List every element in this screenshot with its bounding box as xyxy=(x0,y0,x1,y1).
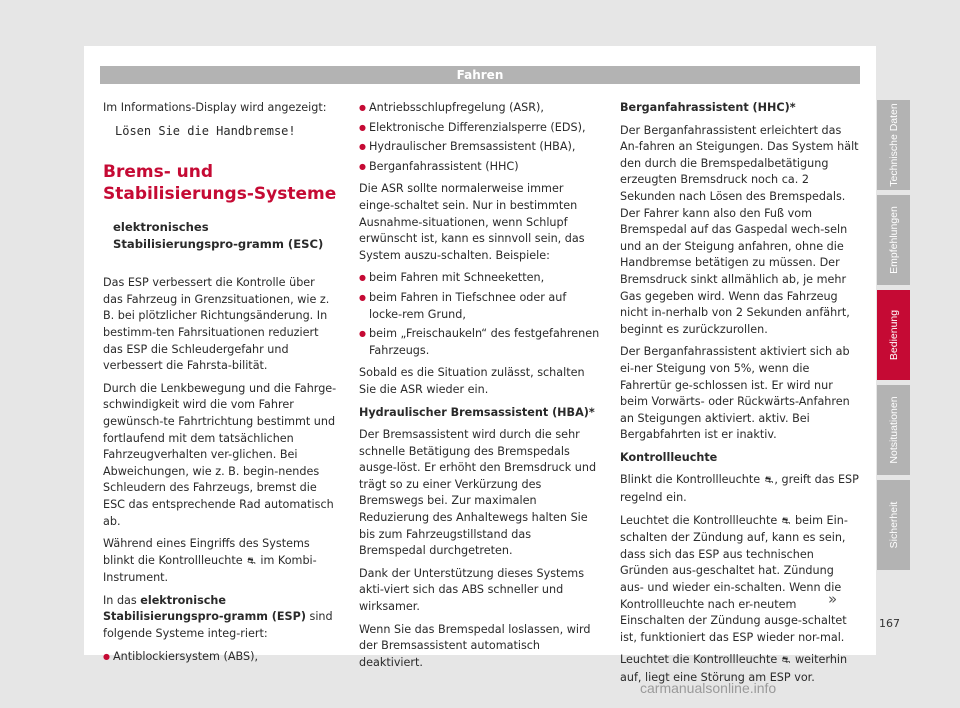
esp-warning-lamp-icon: ⛐ xyxy=(247,555,256,567)
esp-warning-lamp-icon: ⛐ xyxy=(781,515,791,527)
list-item: ● beim Fahren in Tiefschnee oder auf locke-rem Grund, xyxy=(359,290,601,323)
bullet-list xyxy=(359,100,601,175)
paragraph: Während eines Eingriffs des Systems blinkt die Kontrollleuchte ⛐ im Kombi-Instrument. xyxy=(103,537,317,585)
intro-text: Im Informations-Display wird angezeigt: xyxy=(103,101,327,114)
paragraph: Blinkt die Kontrollleuchte ⛐, greift das ESP regelnd ein. xyxy=(620,473,859,505)
tab-technische-daten[interactable]: Technische Daten xyxy=(877,100,910,190)
continue-arrow-icon: » xyxy=(828,590,838,608)
tab-bedienung[interactable]: Bedienung xyxy=(877,290,910,380)
paragraph: Leuchtet die Kontrollleuchte ⛐ beim Ein-schalten der Zündung auf, kann es sein, dass sich das ESP aus technischen Gründen aus-geschaltet hat. Zündung aus- und wieder ein-schalten. Wenn die Kontrollleuchte nach er-neutem Einschalten der Zündung ausge-schaltet ist, funktioniert das ESP wieder nor-mal. xyxy=(620,513,848,644)
esp-warning-lamp-icon: ⛐ xyxy=(764,475,774,487)
esp-warning-lamp-icon: ⛐ xyxy=(781,655,791,667)
list-item: ● Antriebsschlupfregelung (ASR), xyxy=(359,100,601,117)
paragraph: Durch die Lenkbewegung und die Fahrge-schwindigkeit wird die vom Fahrer gewünsch-te Fahrtrichtung bestimmt und fortlaufend mit dem tatsächlichen Fahrzeugverhalten ver-glichen. Bei Abweichungen, wie z. B. begin-nendes Schleudern des Fahrzeugs, bremst die ESC das entsprechende Rad automatisch ab. xyxy=(103,381,337,528)
paragraph: Das ESP verbessert die Kontrolle über das Fahrzeug in Grenzsituationen, wie z. B. bei plötzlicher Richtungsänderung. In bestimm-ten Fahrsituationen reduziert das ESP die Schleudergefahr und verbessert die Fahrsta-bilität. xyxy=(103,276,330,373)
section-header: Fahren xyxy=(100,66,860,84)
section-heading: Brems- und Stabilisierungs-Systeme xyxy=(103,162,337,205)
column-2 xyxy=(359,100,601,677)
paragraph: Der Berganfahrassistent erleichtert das An-fahren an Steigungen. Das System hält den durch die Bremspedalbetätigung erzeugten Bremsdruck noch ca. 2 Sekunden nach Lösen des Bremspedals. Der Fahrer kann also den Fuß vom Bremspedal auf das Gaspedal wech-seln und an der Steigung anfahren, ohne die Handbremse betätigen zu müssen. Der Bremsdruck sinkt allmählich ab, je mehr Gas gegeben wird. Wenn das Fahrzeug nicht in-nerhalb von 2 Sekunden anfährt, beginnt es zurückzurollen. xyxy=(620,123,859,336)
list-item: ● Hydraulischer Bremsassistent (HBA), xyxy=(359,139,601,156)
subsection-heading: elektronisches Stabilisierungspro-gramm (ESC) xyxy=(113,220,324,252)
paragraph: Dank der Unterstützung dieses Systems akti-viert sich das ABS schneller und wirksamer. xyxy=(359,566,585,614)
tab-notsituationen[interactable]: Notsituationen xyxy=(877,385,910,475)
paragraph: Wenn Sie das Bremspedal loslassen, wird der Bremsassistent automatisch deaktiviert. xyxy=(359,622,591,669)
paragraph: Der Berganfahrassistent aktiviert sich ab ei-ner Steigung von 5%, wenn die Fahrertür ge-schlossen ist. Er wird nur beim Vorwärts- oder Rückwärts-Anfahren an Steigungen aktiviert. aktiv. Bei Bergabfahrten ist er inaktiv. xyxy=(620,345,850,442)
tab-empfehlungen[interactable]: Empfehlungen xyxy=(877,195,910,285)
paragraph: Sobald es die Situation zulässt, schalten Sie die ASR wieder ein. xyxy=(359,366,585,396)
tab-sicherheit[interactable]: Sicherheit xyxy=(877,480,910,570)
paragraph: Die ASR sollte normalerweise immer einge-schaltet sein. Nur in bestimmten Ausnahme-situationen, wenn Schlupf erwünscht ist, kann es sinnvoll sein, das System auszu-schalten. Beispiele: xyxy=(359,182,585,262)
chapter-tabs xyxy=(877,100,910,575)
subheading: Berganfahrassistent (HHC)* xyxy=(620,101,796,114)
paragraph: Der Bremsassistent wird durch die sehr schnelle Betätigung des Bremspedals ausge-löst. Er erhöht den Bremsdruck und trägt so zu einer Verkürzung des Bremswegs bei. Zur maximalen Reduzierung des Anhaltewegs halten Sie bis zum Fahrzeugstillstand das Bremspedal durchgetreten. xyxy=(359,428,597,558)
list-item: ● beim „Freischaukeln“ des festgefahrenen Fahrzeugs. xyxy=(359,326,601,359)
list-item: ● Antiblockiersystem (ABS), xyxy=(103,649,337,666)
column-3 xyxy=(620,100,860,693)
bullet-list xyxy=(103,649,337,666)
page-number: 167 xyxy=(879,617,900,630)
subheading: Kontrollleuchte xyxy=(620,450,718,464)
list-item: ● beim Fahren mit Schneeketten, xyxy=(359,270,601,287)
list-item: ● Elektronische Differenzialsperre (EDS), xyxy=(359,120,601,137)
subheading: Hydraulischer Bremsassistent (HBA)* xyxy=(359,405,595,419)
bullet-list xyxy=(359,270,601,359)
list-item: ● Berganfahrassistent (HHC) xyxy=(359,159,601,176)
paragraph: Leuchtet die Kontrollleuchte ⛐ weiterhin auf, liegt eine Störung am ESP vor. xyxy=(620,653,848,684)
watermark: carmanualsonline.info xyxy=(640,680,777,696)
paragraph: In das elektronische Stabilisierungspro-gramm (ESP) sind folgende Systeme integ-riert: xyxy=(103,593,333,641)
display-message: Lösen Sie die Handbremse! xyxy=(115,123,296,138)
column-1 xyxy=(103,100,337,671)
